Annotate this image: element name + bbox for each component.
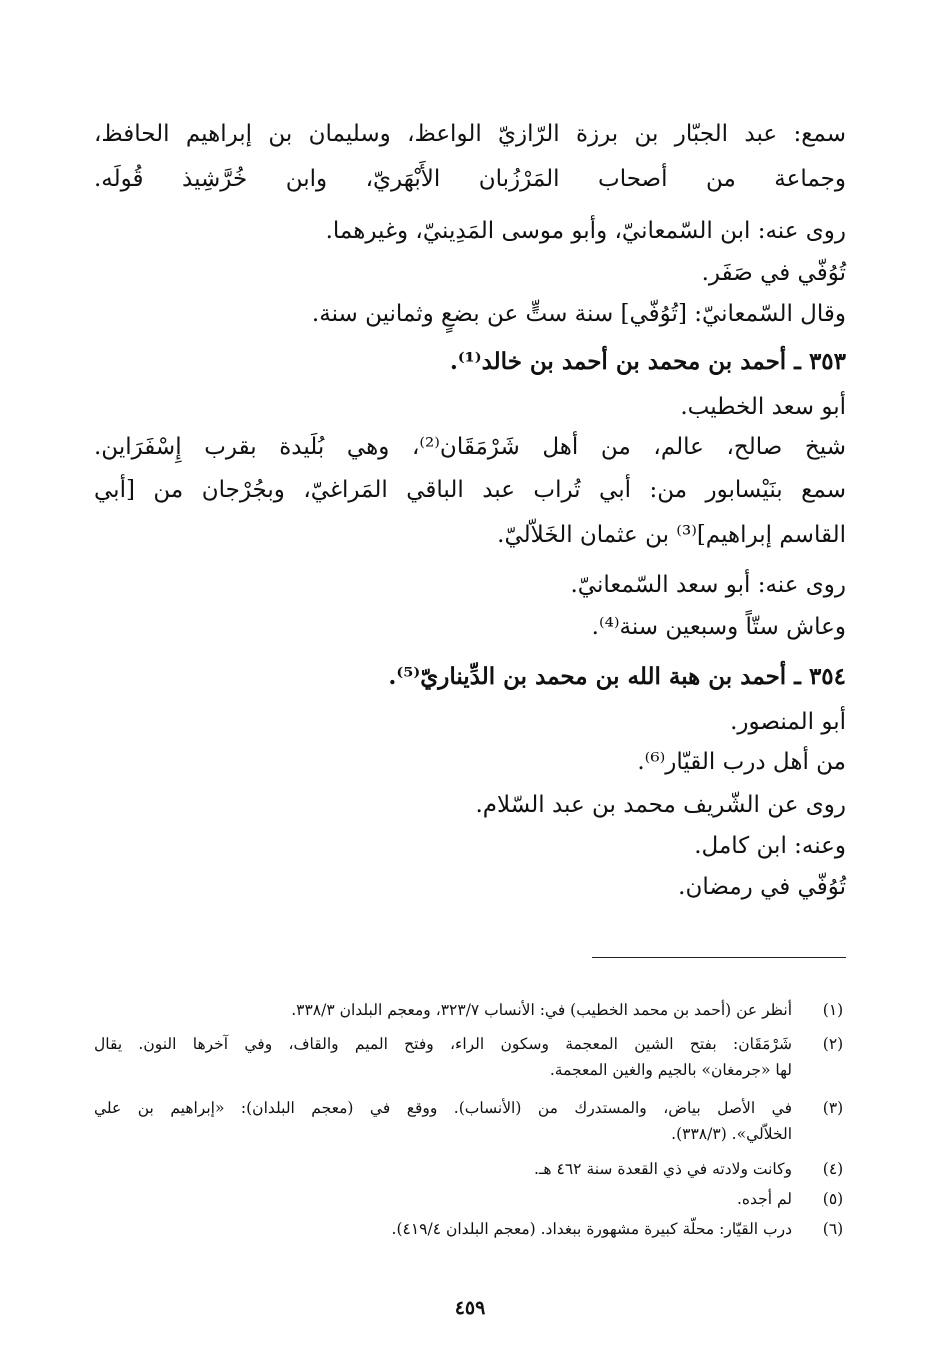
page-number: ٤٥٩ — [454, 1297, 486, 1319]
footnote-1 — [94, 997, 848, 1023]
footnote-4 — [94, 1156, 848, 1182]
footnote-number: (٣) — [822, 1099, 844, 1117]
footnote-text: درب القيّار: محلّة كبيرة مشهورة ببغداد. (معجم البلدان ٤١٩/٤). — [391, 1220, 792, 1238]
footnote-number: (٤) — [822, 1160, 844, 1178]
body-line: شيخ صالح، عالم، من أهل شَرْمَقَان⁽²⁾، وهي بُلَيدة بقرب إِسْفَرَاين. — [94, 434, 846, 460]
footnote-text: لم أجده. — [736, 1190, 792, 1208]
body-line: وجماعة من أصحاب المَرْزُبان الأَبْهَريّ، وابن خُرَّشِيذ قُولَه. — [94, 166, 846, 192]
footnote-number: (١) — [822, 1001, 844, 1019]
footnote-text-continued: الخلاّلي». (٣٣٨/٣). — [671, 1125, 792, 1143]
body-line: سمع: عبد الجبّار بن برزة الرّازيّ الواعظ، وسليمان بن إبراهيم الحافظ، — [94, 121, 846, 147]
body-line: روى عنه: أبو سعد السّمعانيّ. — [570, 572, 846, 598]
body-line: أبو سعد الخطيب. — [680, 394, 846, 420]
footnote-2 — [94, 1031, 848, 1083]
footnote-text-continued: لها «جرمغان» بالجيم والغين المعجمة. — [549, 1061, 792, 1079]
footnote-number: (٦) — [822, 1220, 844, 1238]
entry-heading-353: ٣٥٣ ـ أحمد بن محمد بن أحمد بن خالد⁽¹⁾. — [449, 348, 846, 375]
footnote-text: أنظر عن (أحمد بن محمد الخطيب) في: الأنساب ٣٢٣/٧، ومعجم البلدان ٣٣٨/٣. — [291, 1001, 792, 1019]
footnote-6 — [94, 1216, 848, 1242]
entry-heading-354: ٣٥٤ ـ أحمد بن هبة الله بن محمد بن الدِّيناريّ⁽⁵⁾. — [388, 663, 846, 690]
footnote-number: (٥) — [822, 1190, 844, 1208]
footnote-text: شَرْمَقَان: بفتح الشين المعجمة وسكون الراء، وفتح الميم والقاف، وفي آخرها النون. يقال — [94, 1035, 792, 1053]
footnote-5 — [94, 1186, 848, 1212]
footnote-number: (٢) — [822, 1035, 844, 1053]
body-line: تُوُفّي في صَفَر. — [701, 260, 846, 286]
body-line: من أهل درب القيّار⁽⁶⁾. — [637, 749, 846, 775]
body-line: وقال السّمعانيّ: [تُوُفّي] سنة ستٍّ عن بضعٍ وثمانين سنة. — [311, 301, 846, 327]
body-line: تُوُفّي في رمضان. — [678, 874, 846, 900]
body-line: أبو المنصور. — [730, 709, 846, 735]
body-line: سمع بنَيْسابور من: أبي تُراب عبد الباقي المَراغيّ، وبجُرْجان من [أبي — [94, 477, 846, 503]
footnote-3 — [94, 1095, 848, 1147]
body-line: القاسم إبراهيم]⁽³⁾ بن عثمان الخَلاّليّ. — [497, 522, 846, 548]
body-line: وعنه: ابن كامل. — [694, 833, 846, 859]
footnote-separator — [592, 957, 846, 958]
footnote-text: وكانت ولادته في ذي القعدة سنة ٤٦٢ هـ. — [533, 1160, 792, 1178]
body-line: وعاش ستّاً وسبعين سنة⁽⁴⁾. — [591, 614, 846, 640]
body-line: روى عنه: ابن السّمعانيّ، وأبو موسى المَدِينيّ، وغيرهما. — [325, 218, 846, 244]
body-line: روى عن الشّريف محمد بن عبد السّلام. — [475, 792, 846, 818]
footnote-text: في الأصل بياض، والمستدرك من (الأنساب). ووقع في (معجم البلدان): «إبراهيم بن علي — [94, 1099, 792, 1117]
